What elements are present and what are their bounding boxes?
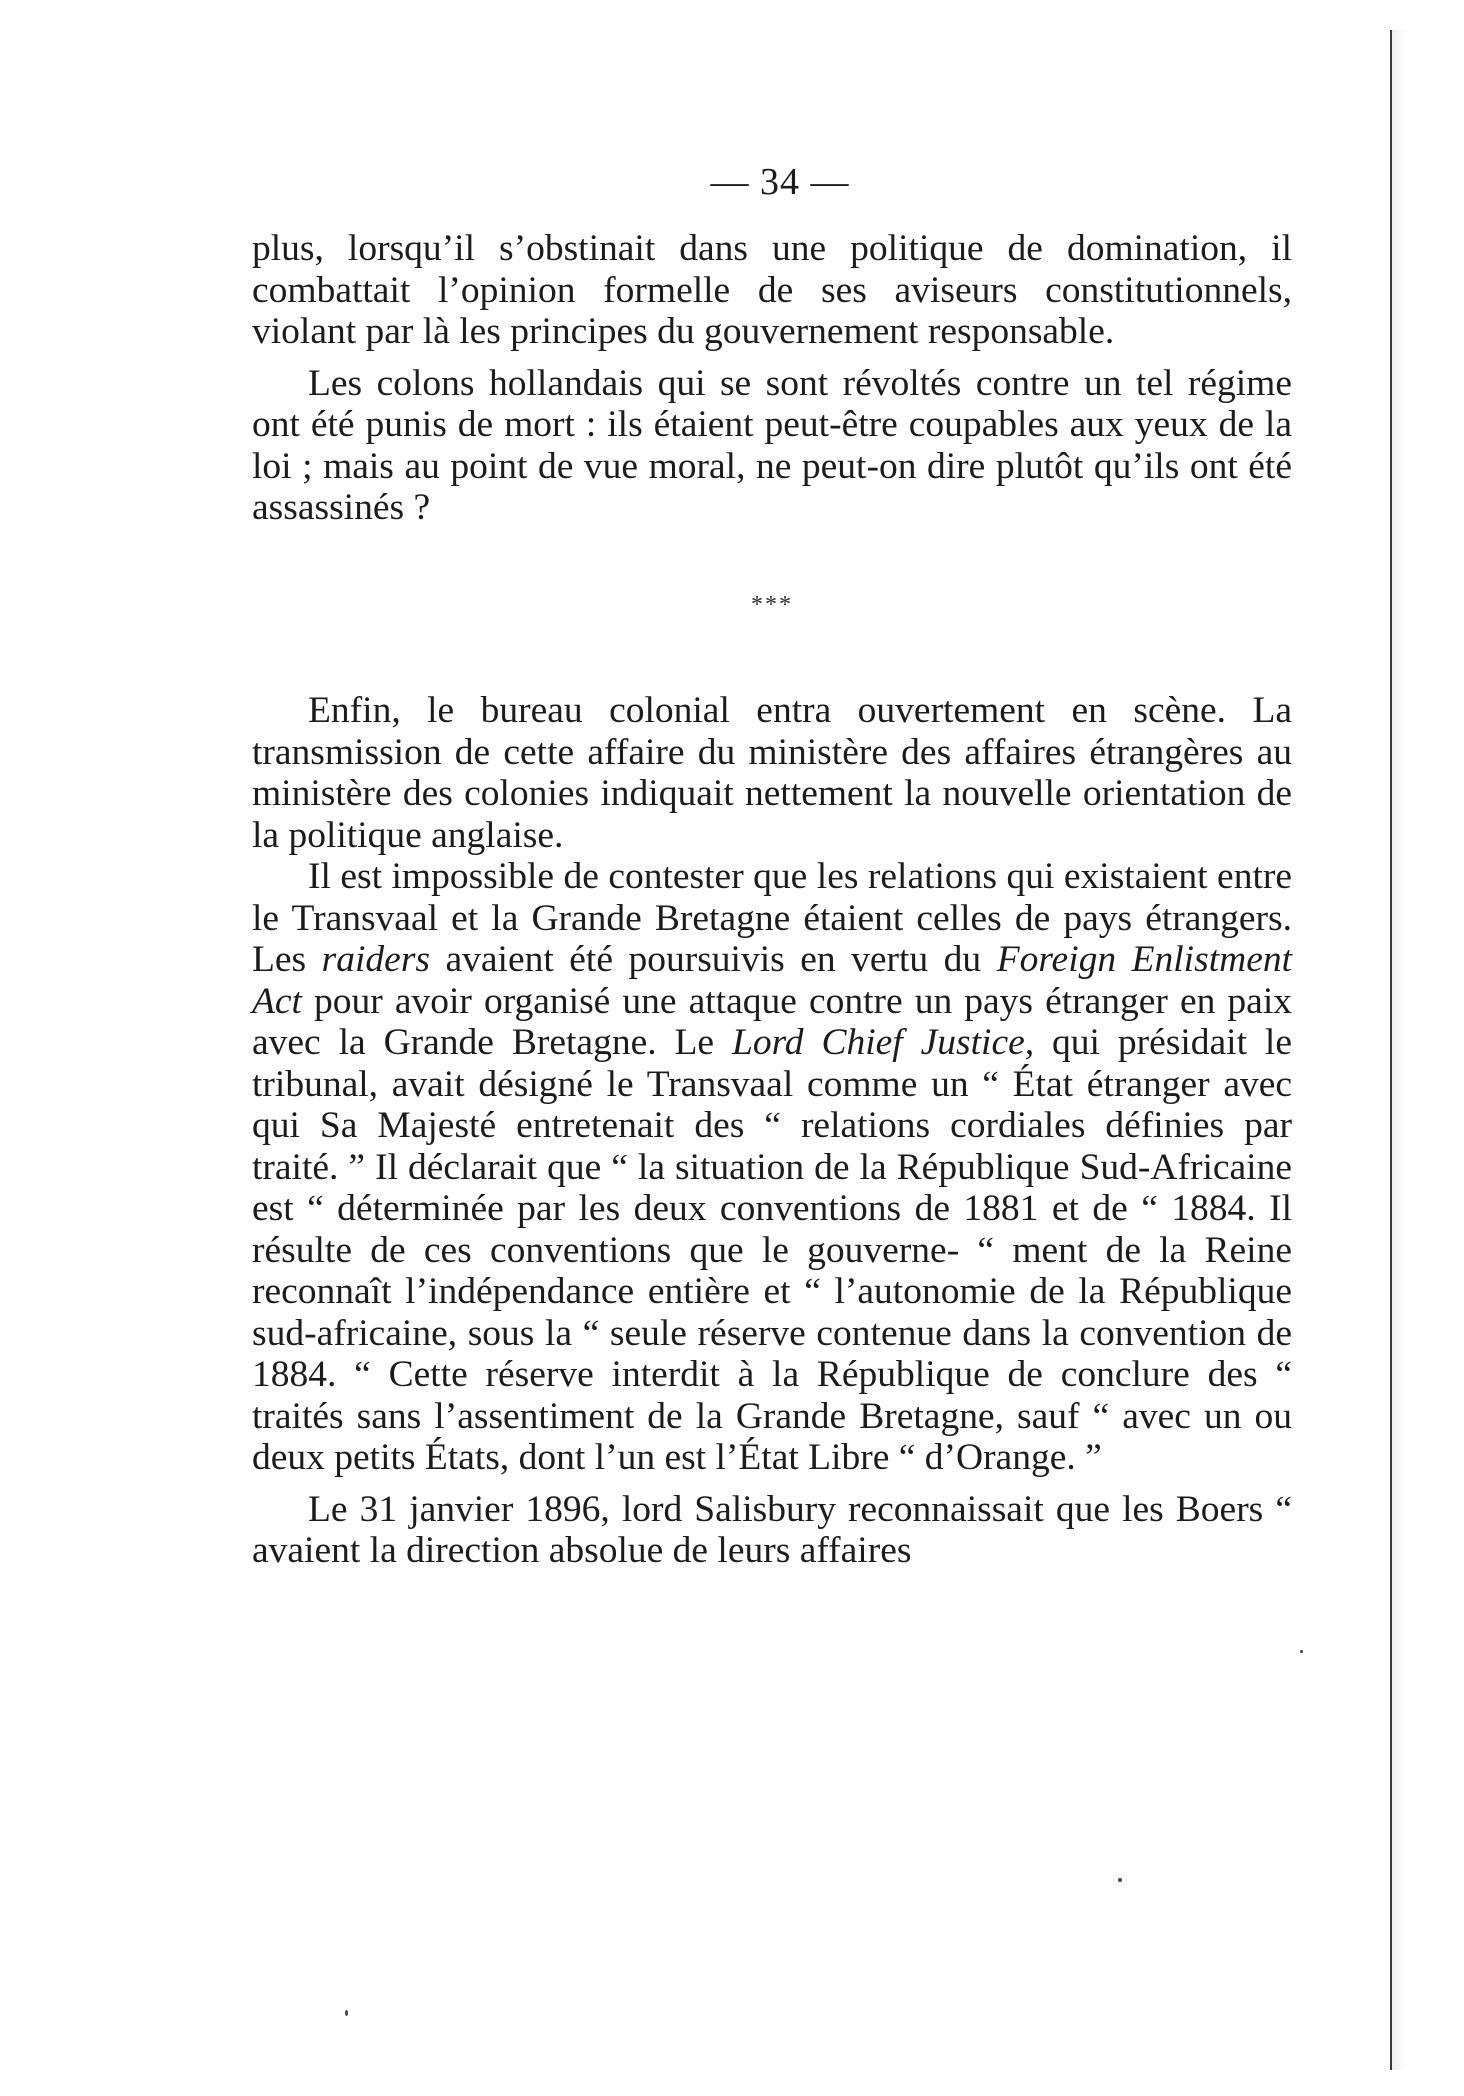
paragraph: Le 31 janvier 1896, lord Salisbury reconnaissait que les Boers “ avaient la direction absolue de leurs affaires	[252, 1488, 1292, 1571]
paragraph-text: qui présidait le tribunal, avait désigné le Transvaal comme un “ État étranger avec qui Sa Majesté entretenait des “ relations cordiales définies par traité. ” Il déclarait que “ la situation de la République Sud-Africaine est “ déterminée par les deux conventions de 1881 et de “ 1884. Il résulte de ces conventions que le gouverne- “ ment de la Reine reconnaît l’indépendance entière et “ l’autonomie de la République sud-africaine, sous la “ seule réserve contenue dans la convention de 1884. “ Cette réserve interdit à la République de conclure des “ traités sans l’assentiment de la Grande Bretagne, sauf “ avec un ou deux petits États, dont l’un est l’État Libre “ d’Orange. ”	[252, 1022, 1292, 1478]
paragraph-text: avaient été poursuivis en vertu du	[430, 939, 997, 980]
paragraph	[252, 856, 1292, 1479]
paragraph: Enfin, le bureau colonial entra ouvertement en scène. La transmission de cette affaire du ministère des affaires étrangères au ministère des colonies indiquait nettement la nouvelle orientation de la politique anglaise.	[252, 690, 1292, 856]
scan-speck	[1300, 1650, 1303, 1653]
italic-term: Lord Chief Justice,	[731, 1022, 1035, 1063]
paragraph: Les colons hollandais qui se sont révoltés contre un tel régime ont été punis de mort : ils étaient peut-être coupables aux yeux de la loi ; mais au point de vue moral, ne peut-on dire plutôt qu’ils ont été assassinés ?	[252, 362, 1292, 528]
paragraph-text: Il est impossible de contester que les relations qui existaient entre le Transvaal et la Grande Bretagne étaient celles de pays étrangers. Les	[252, 856, 1292, 980]
page-edge	[1390, 30, 1406, 2070]
italic-term: Foreign Enlistment Act	[252, 939, 1293, 1022]
page-number: — 34 —	[710, 161, 850, 203]
italic-term: raiders	[321, 939, 430, 980]
text-body	[252, 228, 1292, 1572]
paragraph: plus, lorsqu’il s’obstinait dans une politique de domination, il combattait l’opinion formelle de ses aviseurs constitutionnels, violant par là les principes du gouvernement responsable.	[252, 228, 1292, 352]
scan-speck	[1118, 1878, 1122, 1882]
scan-speck	[345, 2010, 348, 2016]
paragraph-text: pour avoir organisé une attaque contre un pays étranger en paix avec la Grande Bretagne. Le	[252, 980, 1292, 1063]
section-separator: ***	[751, 591, 793, 618]
